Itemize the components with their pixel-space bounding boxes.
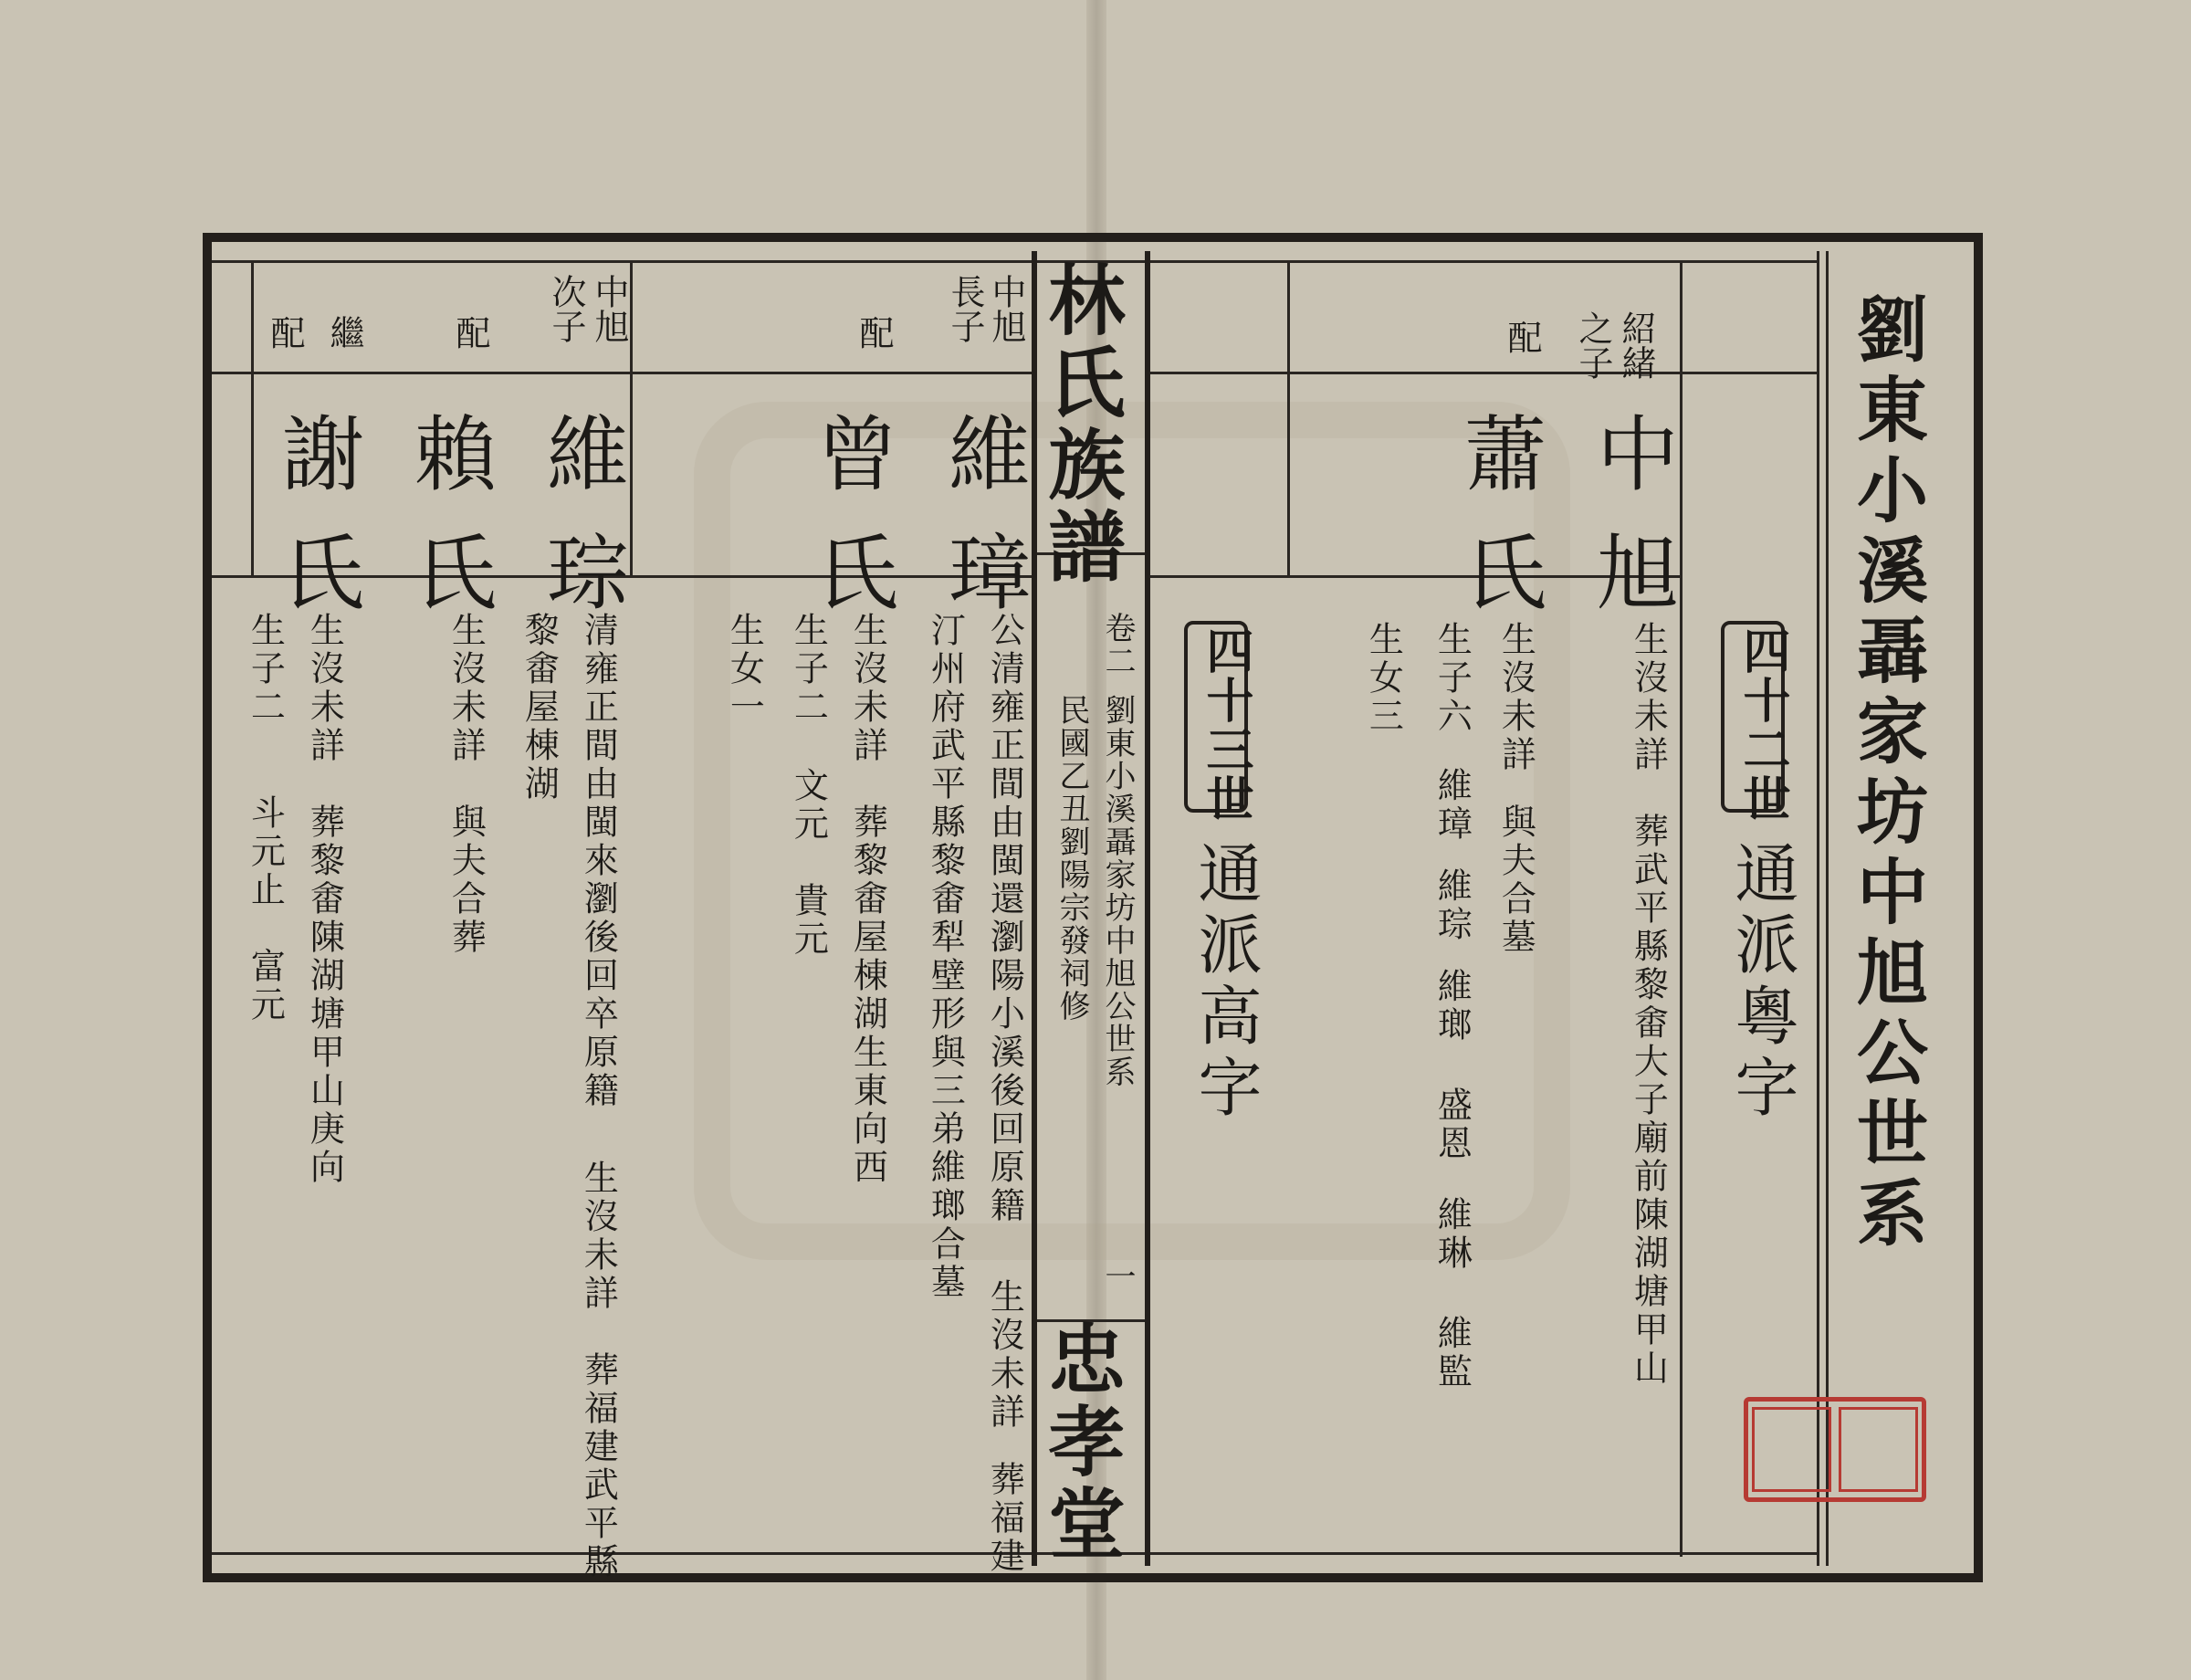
col-divider-2: [1287, 260, 1290, 575]
gen43-eldest-spouse-bio-2: 葬黎畬屋棟湖生東向西: [847, 803, 888, 1187]
top-inner-line: [212, 260, 1819, 263]
spine-title: 林氏族譜: [1036, 260, 1127, 589]
gen43-second-spouse-name: 賴氏: [400, 411, 496, 648]
spine-page: 一: [1099, 1260, 1136, 1293]
gen43-second-bio-3: 葬福建武平縣: [578, 1351, 619, 1581]
gen43-eldest-spouse-bio-1: 生沒未詳: [847, 612, 888, 765]
gen42-spouse-bio-2: 與夫合墓: [1495, 803, 1536, 957]
gen43-zipai: 通派高字: [1188, 840, 1263, 1125]
gen42-daughters: 生女三: [1363, 621, 1404, 736]
gen42-spouse-label: 配: [1502, 320, 1542, 354]
gen43-eldest-spouse-daughters: 生女一: [724, 612, 765, 727]
gen42-relation-bottom: 之子: [1573, 310, 1613, 380]
gen43-eldest-relation-top: 中旭: [986, 274, 1026, 343]
gen43-eldest-bio-2: 生沒未詳: [984, 1278, 1025, 1432]
gen42-spouse-name: 蕭氏: [1450, 411, 1546, 648]
row-divider-1b: [1150, 372, 1817, 374]
gen43-eldest-spouse-sons-names: 文元 貴元: [788, 767, 829, 959]
gen43-second-bio-1: 清雍正間由閩來瀏後回卒原籍: [578, 612, 619, 1110]
gen43-second-spouse-label: 配: [450, 315, 490, 350]
spine-subtitle: 劉東小溪聶家坊中旭公世系: [1099, 694, 1136, 1088]
gen43-second-spouse-bio-1: 生沒未詳: [446, 612, 487, 765]
gen42-son-3: 維瑯: [1431, 968, 1473, 1045]
seal-panel-1: [1752, 1407, 1831, 1492]
seal-panel-2: [1839, 1407, 1918, 1492]
gen42-zipai: 通派粵字: [1724, 840, 1799, 1125]
gen42-spouse-bio-1: 生沒未詳: [1495, 621, 1536, 774]
gen43-second-second-bio-2: 葬黎畬陳湖塘甲山庚向: [304, 803, 345, 1187]
gen43-eldest-bio-3: 葬福建: [984, 1461, 1025, 1576]
gen43-label: 四十三世: [1198, 626, 1253, 824]
gen43-second-second-sons-names: 斗元止 富元: [245, 794, 286, 1024]
gen43-second-second-bio-1: 生沒未詳: [304, 612, 345, 765]
gen43-eldest-relation-bottom: 長子: [945, 274, 985, 343]
gen43-second-bio-4: 黎畬屋棟湖: [519, 612, 560, 803]
gen42-son-6: 維監: [1431, 1315, 1473, 1391]
gen43-second-spouse-label-pei: 配: [265, 315, 305, 350]
gen43-eldest-spouse-name: 曾氏: [802, 411, 897, 648]
row-divider-1: [212, 372, 1033, 374]
gen42-bio-1: 生沒未詳: [1628, 621, 1669, 774]
gen43-eldest-name: 維璋: [934, 411, 1030, 648]
gen43-eldest-spouse-label: 配: [854, 315, 894, 350]
gen42-name: 中旭: [1582, 411, 1678, 648]
gen42-son-2: 維琮: [1431, 867, 1473, 944]
gen43-second-relation-top: 中旭: [589, 274, 629, 343]
gen43-eldest-bio-4: 汀州府武平縣黎畬犁壁形與三弟維瑯合墓: [925, 612, 966, 1302]
title-column-line: [1817, 251, 1819, 1566]
col-divider-left: [251, 260, 254, 575]
spine-volume: 卷二: [1099, 612, 1136, 677]
gen43-second-bio-2: 生沒未詳: [578, 1160, 619, 1313]
gen42-son-1: 維璋: [1431, 767, 1473, 844]
gen43-second-spouse-label-ji: 繼: [324, 315, 364, 350]
gen43-second-spouse-bio-2: 與夫合葬: [446, 803, 487, 957]
gen42-sons-label: 生子六: [1431, 621, 1473, 736]
spine-edition: 民國乙丑劉陽宗發祠修: [1054, 694, 1090, 1023]
gen42-son-5: 維琳: [1431, 1196, 1473, 1273]
main-title: 劉東小溪聶家坊中旭公世系: [1845, 292, 1928, 1256]
gen42-relation-top: 紹緒: [1616, 310, 1656, 380]
gen43-second-name: 維琮: [532, 411, 628, 648]
gen43-second-relation-bottom: 次子: [546, 274, 586, 343]
title-column-line-2: [1826, 251, 1829, 1566]
red-seal-stamp: [1744, 1397, 1926, 1502]
gen43-second-second-sons: 生子二: [245, 612, 286, 727]
gen42-label: 四十二世: [1735, 626, 1790, 824]
gen43-eldest-bio-1: 公清雍正間由閩還瀏陽小溪後回原籍: [984, 612, 1025, 1225]
gen43-second-second-spouse-name: 謝氏: [267, 411, 363, 648]
spine-hall: 忠孝堂: [1036, 1319, 1127, 1566]
gen42-son-4: 盛恩: [1431, 1087, 1473, 1163]
gen42-bio-2: 葬武平縣黎畬大子廟前陳湖塘甲山: [1628, 813, 1669, 1388]
gen43-eldest-spouse-sons: 生子二: [788, 612, 829, 727]
